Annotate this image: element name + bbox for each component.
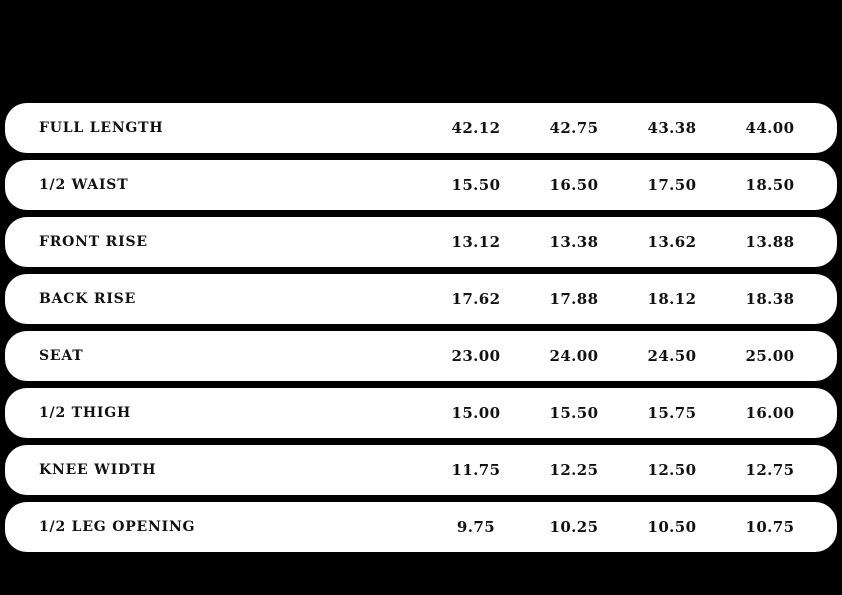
cell-value: 17.50 xyxy=(647,176,697,194)
cell-value: 18.38 xyxy=(745,290,795,308)
cell-value: 10.75 xyxy=(745,518,795,536)
row-label: SEAT xyxy=(39,348,84,364)
table-row xyxy=(5,502,837,552)
cell-value: 42.12 xyxy=(451,119,501,137)
cell-value: 12.75 xyxy=(745,461,795,479)
cell-value: 44.00 xyxy=(745,119,795,137)
cell-value: 10.50 xyxy=(647,518,697,536)
cell-value: 13.12 xyxy=(451,233,501,251)
table-row xyxy=(5,160,837,210)
cell-value: 15.00 xyxy=(451,404,501,422)
cell-value: 24.00 xyxy=(549,347,599,365)
row-label: FULL LENGTH xyxy=(39,120,164,136)
table-row xyxy=(5,445,837,495)
row-label: 1/2 WAIST xyxy=(39,177,129,193)
table-row xyxy=(5,217,837,267)
cell-value: 23.00 xyxy=(451,347,501,365)
size-chart xyxy=(5,103,837,559)
cell-value: 15.50 xyxy=(451,176,501,194)
row-label: BACK RISE xyxy=(39,291,137,307)
cell-value: 11.75 xyxy=(451,461,501,479)
cell-value: 15.50 xyxy=(549,404,599,422)
cell-value: 16.50 xyxy=(549,176,599,194)
cell-value: 12.25 xyxy=(549,461,599,479)
row-label: KNEE WIDTH xyxy=(39,462,157,478)
cell-value: 42.75 xyxy=(549,119,599,137)
cell-value: 16.00 xyxy=(745,404,795,422)
cell-value: 13.62 xyxy=(647,233,697,251)
cell-value: 10.25 xyxy=(549,518,599,536)
cell-value: 9.75 xyxy=(456,518,496,536)
table-row xyxy=(5,331,837,381)
cell-value: 18.12 xyxy=(647,290,697,308)
cell-value: 13.38 xyxy=(549,233,599,251)
cell-value: 17.88 xyxy=(549,290,599,308)
cell-value: 43.38 xyxy=(647,119,697,137)
row-label: FRONT RISE xyxy=(39,234,148,250)
table-row xyxy=(5,103,837,153)
cell-value: 25.00 xyxy=(745,347,795,365)
cell-value: 17.62 xyxy=(451,290,501,308)
cell-value: 24.50 xyxy=(647,347,697,365)
row-label: 1/2 THIGH xyxy=(39,405,132,421)
row-label: 1/2 LEG OPENING xyxy=(39,519,196,535)
cell-value: 18.50 xyxy=(745,176,795,194)
cell-value: 15.75 xyxy=(647,404,697,422)
cell-value: 13.88 xyxy=(745,233,795,251)
cell-value: 12.50 xyxy=(647,461,697,479)
table-row xyxy=(5,388,837,438)
table-row xyxy=(5,274,837,324)
